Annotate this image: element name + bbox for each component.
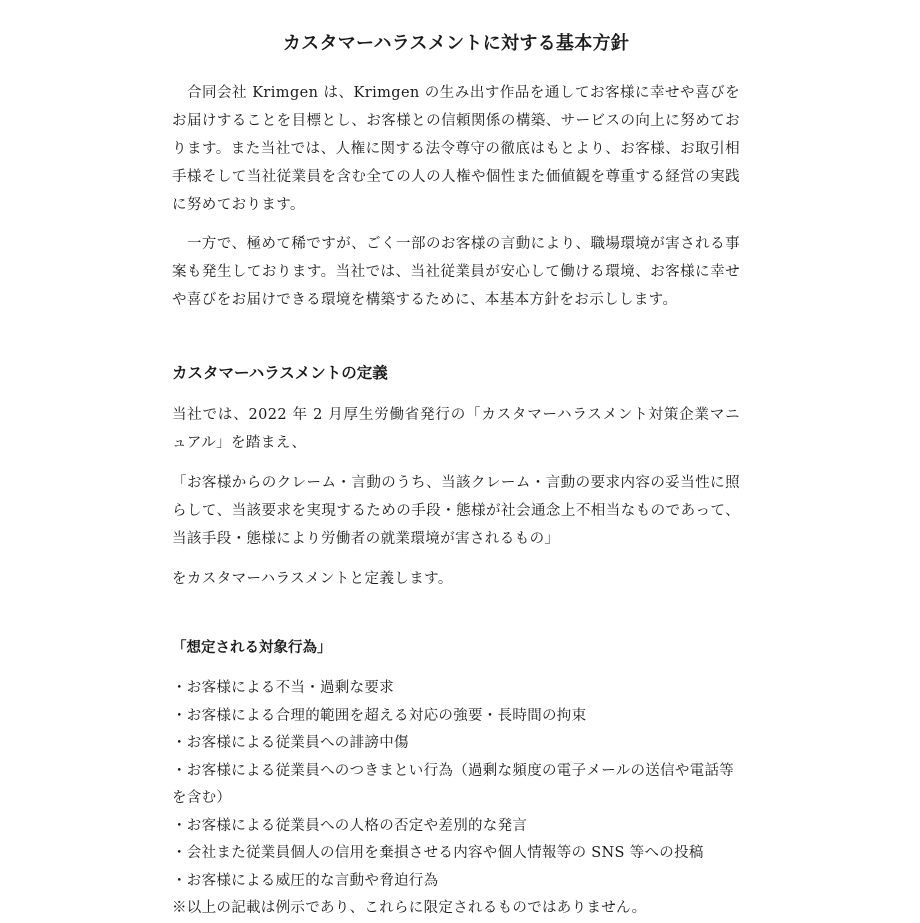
disclaimer-note: ※以上の記載は例示であり、これらに限定されるものではありません。 xyxy=(172,900,647,916)
list-item: ・お客様による合理的範囲を超える対応の強要・長時間の拘束 xyxy=(172,707,587,724)
target-behaviors-list xyxy=(172,675,740,895)
definition-closing: をカスタマーハラスメントと定義します。 xyxy=(172,571,453,587)
definition-heading: カスタマーハラスメントの定義 xyxy=(172,363,388,382)
page-title: カスタマーハラスメントに対する基本方針 xyxy=(282,33,630,54)
list-item: ・会社また従業員個人の信用を棄損させる内容や個人情報等の SNS 等への投稿 xyxy=(172,845,704,861)
list-item: ・お客様による不当・過剰な要求 xyxy=(172,680,394,696)
policy-document xyxy=(172,0,740,923)
target-behaviors-heading: 「想定される対象行為」 xyxy=(172,639,332,656)
definition-quote: 「お客様からのクレーム・言動のうち、当該クレーム・言動の要求内容の妥当性に照らして、当該要求を実現するための手段・態様が社会通念上不相当なものであって、当該手段・態様により労働者の就業環境が害されるもの」 xyxy=(172,475,740,547)
definition-text: 当社では、2022 年 2 月厚生労働省発行の「カスタマーハラスメント対策企業マニュアル」を踏まえ、 xyxy=(172,407,740,451)
list-item: ・お客様による従業員へのつきまとい行為（過剰な頻度の電子メールの送信や電話等を含む） xyxy=(172,762,735,806)
list-item: ・お客様による従業員への誹謗中傷 xyxy=(172,735,409,751)
intro-paragraph-1: 合同会社 Krimgen は、Krimgen の生み出す作品を通してお客様に幸せや喜びをお届けすることを目標とし、お客様との信頼関係の構築、サービスの向上に努めております。また当社では、人権に関する法令尊守の徹底はもとより、お客様、お取引相手様そして当社従業員を含む全ての人の人権や個性また価値観を尊重する経営の実践に努めております。 xyxy=(172,85,740,213)
list-item: ・お客様による威圧的な言動や脅迫行為 xyxy=(172,872,439,889)
intro-paragraph-2: 一方で、極めて稀ですが、ごく一部のお客様の言動により、職場環境が害される事案も発生しております。当社では、当社従業員が安心して働ける環境、お客様に幸せや喜びをお届けできる環境を構築するために、本基本方針をお示しします。 xyxy=(172,236,740,308)
list-item: ・お客様による従業員への人格の否定や差別的な発言 xyxy=(172,817,528,834)
